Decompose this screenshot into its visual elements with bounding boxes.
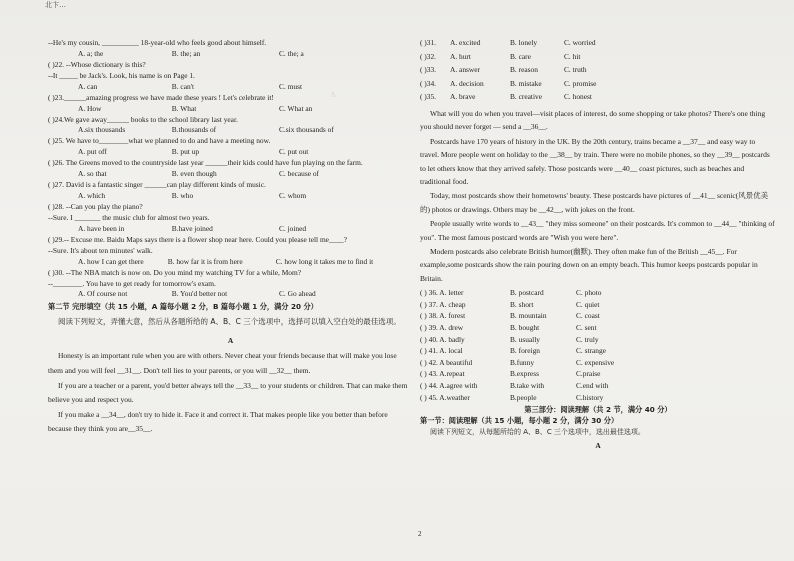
- answer-options: [48, 191, 413, 202]
- option-b: B. care: [510, 51, 531, 61]
- question-line: --He's my cousin, __________ 18-year-old who feels good about himself.: [48, 38, 267, 47]
- option-b: B. foreign: [510, 346, 540, 356]
- option-c: C. expensive: [576, 357, 615, 367]
- passage-paragraph: If you are a teacher or a parent, you'd better always tell the __33__ to your students or children. That can make them believe you and respect you.: [48, 380, 408, 404]
- answer-options: [48, 224, 413, 235]
- section-heading: 第二节 完形填空（共 15 小题，A 篇每小题 2 分，B 篇每小题 1 分，满分 20 分）: [48, 302, 318, 312]
- section-heading: 第一节：阅读理解（共 15 小题，每小题 2 分，满分 30 分）: [420, 416, 619, 426]
- question-line: --________. You have to get ready for tomorrow's exam.: [48, 278, 216, 288]
- option-a: A. brave: [450, 92, 476, 102]
- question-line: ( )26. The Greens moved to the countryside last year ______their kids could have fun playing on the farm.: [48, 158, 363, 168]
- passage-title: A: [227, 336, 234, 346]
- option-b: B. the; an: [171, 48, 201, 58]
- passage-paragraph: Modern postcards also celebrate British humor(幽默). They often make fun of the British __45__. For example,some postcards show the rain pouring down on an empty beach. This humor keeps postcards popular in Britain.: [420, 247, 758, 283]
- option-a: A. can: [78, 81, 98, 91]
- left-column: [48, 38, 413, 437]
- bleed-through: A: [330, 90, 336, 99]
- answer-options: [48, 257, 413, 268]
- answer-options: [48, 49, 413, 60]
- choice-list: [420, 288, 776, 404]
- option-b: B.express: [510, 369, 539, 379]
- passage-paragraph: Today, most postcards show their hometowns' beauty. These postcards have pictures of __41__ scenic(风景优美的) photos or drawings. Others may be __42__, with jokes on the front.: [420, 191, 769, 214]
- section-instruction: 阅读下列短文，弄懂大意，然后从各题所给的 A、B、C 三个选项中，选择可以填入空白处的最佳选项。: [58, 317, 401, 327]
- option-c: C. put out: [279, 147, 309, 157]
- option-c: C. truth: [564, 65, 587, 75]
- question-number: ( )31.: [420, 38, 437, 47]
- option-b: B. postcard: [510, 288, 544, 298]
- choice-row: [420, 358, 776, 370]
- question-number: ( )35.: [420, 92, 437, 102]
- option-c: C. joined: [279, 223, 307, 233]
- page-number: 2: [418, 530, 422, 538]
- option-a: A.six thousands: [78, 125, 126, 135]
- option-b: B. mountain: [510, 311, 547, 321]
- answer-options: [420, 38, 776, 52]
- question-line: ( )24.We gave away______ books to the school library last year.: [48, 114, 238, 124]
- option-c: C.praise: [576, 369, 601, 379]
- question-line: ( )25. We have to________what we planned to do and have a meeting now.: [48, 136, 271, 146]
- option-c: C. promise: [564, 78, 597, 88]
- option-a: A. which: [78, 191, 106, 201]
- option-a: ( ) 43. A.repeat: [420, 369, 465, 379]
- question-line: --Sure. It's about ten minutes' walk.: [48, 245, 153, 255]
- option-a: ( ) 45. A.weather: [420, 392, 470, 402]
- choice-row: [420, 346, 776, 358]
- choice-row: [420, 300, 776, 312]
- option-b: B. how far it is from here: [167, 256, 243, 266]
- option-b: B. put up: [171, 147, 200, 157]
- section-instruction: 阅读下列短文，从每题所给的 A、B、C 三个选项中，选出最佳选项。: [430, 427, 645, 436]
- answer-options: [48, 289, 413, 300]
- option-a: A. put off: [78, 147, 107, 157]
- option-b: B. lonely: [510, 38, 538, 47]
- answer-options: [48, 82, 413, 93]
- option-b: B. usually: [510, 334, 540, 344]
- choice-row: [420, 335, 776, 347]
- passage-paragraph: Honesty is an important rule when you are with others. Never cheat your friends because that will make you lose them and you will feel __31__. Don't tell lies to your parents, or you will __32__ them.: [48, 351, 397, 375]
- question-number: ( )32.: [420, 51, 437, 61]
- option-b: B. who: [171, 191, 194, 201]
- option-b: B. creative: [510, 92, 543, 102]
- option-c: C. must: [279, 81, 302, 91]
- option-a: A. so that: [78, 169, 107, 179]
- answer-options: [420, 52, 776, 66]
- question-line: ( )27. David is a fantastic singer ______can play different kinds of music.: [48, 180, 266, 190]
- question-line: --It _____ be Jack's. Look, his name is on Page 1.: [48, 70, 195, 80]
- answer-options: [48, 125, 413, 136]
- option-a: A. answer: [450, 65, 480, 75]
- choice-row: [420, 393, 776, 405]
- answer-options: [420, 92, 776, 106]
- option-a: ( ) 41. A. local: [420, 346, 463, 356]
- answer-options: [48, 169, 413, 180]
- question-line: ( )22. --Whose dictionary is this?: [48, 59, 146, 69]
- option-c: C. the; a: [279, 48, 304, 58]
- option-c: C. honest: [564, 92, 592, 102]
- question-line: ( )30. --The NBA match is now on. Do you mind my watching TV for a while, Mom?: [48, 267, 302, 277]
- option-a: A. how I can get there: [78, 256, 144, 266]
- choice-row: [420, 288, 776, 300]
- option-a: A. How: [78, 103, 102, 113]
- option-a: A. a; the: [78, 48, 104, 58]
- option-c: C. quiet: [576, 299, 600, 309]
- option-b: B. What: [171, 103, 197, 113]
- right-column: [420, 38, 776, 452]
- option-b: B. bought: [510, 323, 540, 333]
- question-number: ( )33.: [420, 65, 437, 75]
- answer-options: [48, 147, 413, 158]
- option-b: B. You'd better not: [171, 289, 228, 299]
- option-a: ( ) 36. A. letter: [420, 288, 464, 298]
- answer-options: [48, 104, 413, 115]
- option-c: C. worried: [564, 38, 596, 47]
- option-c: C. whom: [279, 191, 307, 201]
- passage-title: A: [595, 440, 601, 450]
- passage-paragraph: If you make a __34__, don't try to hide it. Face it and correct it. That makes people like you better than before because they think you are__35__.: [48, 410, 388, 434]
- option-a: ( ) 37. A. cheap: [420, 299, 466, 309]
- option-a: A. excited: [450, 38, 481, 47]
- option-a: A. have been in: [78, 223, 125, 233]
- option-a: ( ) 40. A. badly: [420, 334, 465, 344]
- answer-options: [420, 65, 776, 79]
- answer-options: [420, 79, 776, 93]
- option-c: C. because of: [279, 169, 320, 179]
- option-c: C. sent: [576, 323, 597, 333]
- option-a: A. decision: [450, 78, 484, 88]
- option-b: B.funny: [510, 357, 535, 367]
- option-b: B. even though: [171, 169, 217, 179]
- option-c: C.six thousands of: [279, 125, 334, 135]
- option-c: C. coast: [576, 311, 600, 321]
- question-line: ( )29.-- Excuse me. Baidu Maps says there is a flower shop near here. Could you please tell me____?: [48, 234, 348, 244]
- option-c: C. What an: [279, 103, 313, 113]
- option-b: B.have joined: [171, 223, 213, 233]
- passage-paragraph: What will you do when you travel—visit places of interest, do some shopping or take photos? There's one thing you should never forget — send a __36__.: [420, 108, 766, 132]
- option-c: C.end with: [576, 381, 609, 390]
- choice-row: [420, 323, 776, 335]
- option-a: A. hurt: [450, 51, 471, 61]
- option-a: ( ) 44. A.agree with: [420, 381, 478, 390]
- option-a: A. Of course not: [78, 289, 128, 299]
- option-a: ( ) 42. A beautiful: [420, 357, 473, 367]
- option-c: C. truly: [576, 334, 599, 344]
- option-b: B.take with: [510, 381, 545, 390]
- choice-row: [420, 311, 776, 323]
- option-c: C. photo: [576, 288, 602, 298]
- option-b: B. short: [510, 299, 534, 309]
- question-line: ( )28. --Can you play the piano?: [48, 202, 143, 212]
- option-b: B. reason: [510, 65, 538, 75]
- question-line: ( )23.______amazing progress we have made these years ! Let's celebrate it!: [48, 92, 274, 102]
- option-c: C. how long it takes me to find it: [275, 256, 374, 266]
- option-c: C. hit: [564, 51, 581, 61]
- option-b: B. can't: [171, 81, 195, 91]
- option-c: C.history: [576, 392, 604, 402]
- passage-paragraph: People usually write words to __43__ "they miss someone" on their postcards. It's common to __44__ "thinking of you". The most famous postcard words are "Wish you were here".: [420, 219, 775, 242]
- option-b: B. mistake: [510, 78, 542, 88]
- part-heading: 第三部分：阅读理解（共 2 节，满分 40 分）: [524, 405, 672, 415]
- question-number: ( )34.: [420, 78, 437, 88]
- option-b: B.people: [510, 392, 537, 402]
- option-c: C. strange: [576, 346, 606, 356]
- corner-mark: 北卞…: [45, 1, 66, 9]
- option-a: ( ) 39. A. drew: [420, 323, 464, 333]
- option-b: B.thousands of: [171, 125, 217, 135]
- option-a: ( ) 38. A. forest: [420, 311, 466, 321]
- passage-paragraph: Postcards have 170 years of history in the UK. By the 20th century, trains became a __37__ and easy way to travel. More people went on holiday to the __38__ by train. There were no mobile phones, so they __39__ postcards to let others know that they arrived safely. Those postcards were __40__ coast pictures, such as beaches and traditional food.: [420, 136, 770, 186]
- option-c: C. Go ahead: [279, 289, 316, 299]
- question-line: --Sure. I _______ the music club for almost two years.: [48, 213, 210, 223]
- choice-row: [420, 381, 776, 393]
- choice-row: [420, 369, 776, 381]
